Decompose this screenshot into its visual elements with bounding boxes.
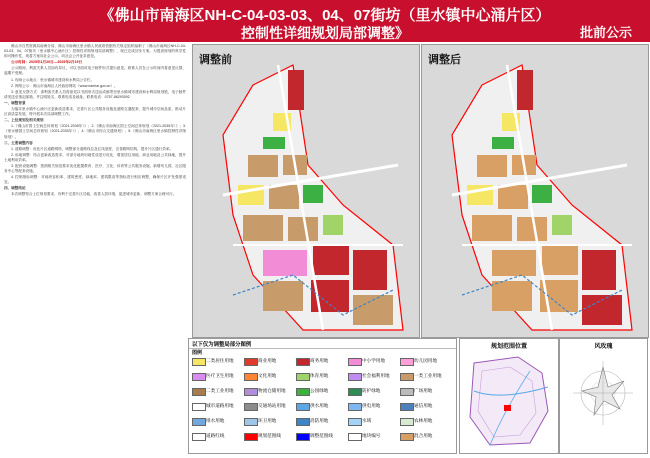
legend-swatch xyxy=(400,403,414,411)
legend-item xyxy=(244,402,294,410)
notice-paragraph: 4. 控制指标调整：对地块容积率、建筑密度、绿地率、建筑限高等指标进行相应调整，确保片区开发强度适宜。 xyxy=(4,175,186,185)
legend-label: 体育用地 xyxy=(310,373,329,378)
legend-item xyxy=(296,402,346,410)
wind-rose-drawing xyxy=(560,351,647,451)
legend-swatch xyxy=(244,403,258,411)
legend-swatch xyxy=(348,388,362,396)
legend-item xyxy=(296,387,346,395)
legend-label: 商业用地 xyxy=(258,358,277,363)
legend-label: 公园绿地 xyxy=(310,388,329,393)
legend-item xyxy=(244,417,294,425)
legend-item xyxy=(400,417,450,425)
legend-label: 防护绿地 xyxy=(362,388,381,393)
legend-swatch xyxy=(192,373,206,381)
notice-paragraph: 三、主要调整内容 xyxy=(4,140,33,145)
legend-swatch xyxy=(296,388,310,396)
map-before-title: 调整前 xyxy=(199,54,232,66)
notice-paragraph: 四、调整结论 xyxy=(4,186,26,191)
legend-item xyxy=(244,357,294,365)
legend-swatch xyxy=(296,403,310,411)
notice-paragraph: 为落实里水镇中心涌片区更新改造要求，完善片区公共服务设施及道路交通配套，提升城市空间品质，推动片区高质量发展，特开展本次局部调整工作。 xyxy=(4,107,186,117)
notice-paragraph: 一、调整背景 xyxy=(4,100,26,105)
legend-section-label: 图例 xyxy=(192,350,203,356)
notice-paragraph: 1.《佛山市国土空间总体规划（2021-2035年）》；2.《佛山市南海区国土空间总体规划（2021-2035年）》；3.《里水镇国土空间总体规划（2021-2035年）》；4.《佛山市综合交通规划》；5.《佛山市南海区里水镇控制性详细规划》。 xyxy=(4,124,186,139)
legend-label: 调整范围线 xyxy=(310,433,333,438)
legend-label: 地块编号 xyxy=(362,433,381,438)
legend-swatch xyxy=(192,388,206,396)
legend-item xyxy=(192,402,242,410)
legend-swatch xyxy=(244,388,258,396)
legend-item xyxy=(244,432,294,440)
title-banner xyxy=(0,0,650,42)
legend-swatch xyxy=(348,418,362,426)
legend-swatch xyxy=(400,373,414,381)
legend-swatch xyxy=(244,418,258,426)
notice-paragraph: 二、上位规划及相关规划 xyxy=(4,118,44,123)
legend-swatch xyxy=(400,388,414,396)
legend-swatch xyxy=(244,433,258,441)
legend-swatch xyxy=(296,433,310,441)
legend-header-label: 以下仅为调整局部分图例 xyxy=(192,342,252,348)
legend-swatch xyxy=(244,373,258,381)
location-map-panel xyxy=(459,338,559,454)
legend-panel xyxy=(188,338,457,454)
legend-label: 一类工业用地 xyxy=(414,373,442,378)
legend-item xyxy=(244,372,294,380)
legend-item xyxy=(348,432,398,440)
legend-item xyxy=(192,432,242,440)
legend-label: 幼儿园用地 xyxy=(414,358,437,363)
legend-label: 供电用地 xyxy=(362,403,381,408)
legend-item xyxy=(348,372,398,380)
notice-paragraph: 1. 现场公示地点：里水镇城市建设和水利局公告栏。 xyxy=(11,77,95,82)
map-panel-after xyxy=(421,44,649,338)
notice-paragraph: 公示时间：2025年1月20日—2025年2月19日 xyxy=(11,60,83,65)
legend-label: 二类工业用地 xyxy=(206,388,234,393)
legend-item xyxy=(244,387,294,395)
legend-swatch xyxy=(296,418,310,426)
notice-paragraph: 佛山市自然资源局南海分局、佛山市南海区里水镇人民政府依据有关规定组织编制了《佛山市南海区NH-C-04-03-03、04、07街坊（里水镇中心涌片区）控制性详细规划局部调整》，现已完成初步方案。为提高规划的科学性和可操作性，现将方案向社会公示，向社会公开征求意见。 xyxy=(4,44,186,59)
legend-item xyxy=(296,372,346,380)
legend-label: 社会福利用地 xyxy=(362,373,390,378)
notice-paragraph: 2. 网络公示：佛山市南海区人民政府网站（www.nanhai.gov.cn）。 xyxy=(11,83,118,88)
legend-header xyxy=(189,339,456,349)
legend-item xyxy=(296,432,346,440)
legend-label: 通信用地 xyxy=(414,403,433,408)
wind-rose-panel xyxy=(559,338,648,454)
notice-paragraph: 1. 道路调整：优化片区道路网络，调整部分道路线位及红线宽度，完善路网结构，提升片区通行效率。 xyxy=(11,146,174,151)
legend-swatch xyxy=(400,358,414,366)
legend-label: 医疗卫生用地 xyxy=(206,373,234,378)
notice-paragraph: 公示期间，利害关系人员如有异议，可以书面或电子邮件形式提出意见。联系人员在公示时间内将意见反馈，逾期不受理。 xyxy=(4,66,186,76)
map-after-drawing xyxy=(422,45,648,337)
legend-item xyxy=(400,402,450,410)
legend-label: 规划范围线 xyxy=(258,433,281,438)
legend-item xyxy=(192,357,242,365)
location-map-drawing xyxy=(460,351,558,451)
notice-paragraph: 2. 用地调整：结合更新改造需求，对部分地块用地性质进行优化，增加居住用地、商业用地及公共绿地，提升土地利用效率。 xyxy=(4,152,186,162)
legend-swatch xyxy=(348,403,362,411)
legend-label: 交通场站用地 xyxy=(258,403,286,408)
legend-item xyxy=(348,402,398,410)
legend-item xyxy=(192,372,242,380)
legend-swatch xyxy=(244,358,258,366)
legend-label: 商务用地 xyxy=(310,358,329,363)
title-line-2: 控制性详细规划局部调整》 xyxy=(241,25,409,41)
legend-label: 二类居住用地 xyxy=(206,358,234,363)
legend-label: 道路红线 xyxy=(206,433,225,438)
legend-swatch xyxy=(192,433,206,441)
map-panel-before xyxy=(192,44,420,338)
legend-label: 排水用地 xyxy=(206,418,225,423)
wind-rose-title: 风玫瑰 xyxy=(594,344,613,350)
legend-swatch xyxy=(348,358,362,366)
map-before-drawing xyxy=(193,45,419,337)
notice-paragraph: 本次调整符合上位规划要求，有利于完善片区功能，改善人居环境，促进城市更新，调整方案合理可行。 xyxy=(11,192,177,197)
legend-label: 文化用地 xyxy=(258,373,277,378)
legend-item xyxy=(192,387,242,395)
legend-swatch xyxy=(296,373,310,381)
legend-item xyxy=(400,387,450,395)
legend-item xyxy=(296,357,346,365)
title-line-1: 《佛山市南海区NH-C-04-03-03、04、07街坊（里水镇中心涌片区） xyxy=(99,7,551,24)
legend-item xyxy=(400,432,450,440)
legend-label: 混合用地 xyxy=(414,433,433,438)
legend-label: 消防用地 xyxy=(310,418,329,423)
legend-swatch xyxy=(192,418,206,426)
legend-swatch xyxy=(400,418,414,426)
legend-label: 中小学用地 xyxy=(362,358,385,363)
legend-item xyxy=(192,417,242,425)
legend-item xyxy=(400,357,450,365)
legend-item xyxy=(400,372,450,380)
legend-item xyxy=(348,387,398,395)
legend-item xyxy=(348,357,398,365)
legend-label: 城市道路用地 xyxy=(206,403,234,408)
legend-swatch xyxy=(192,358,206,366)
legend-swatch xyxy=(296,358,310,366)
map-after-title: 调整后 xyxy=(428,54,461,66)
legend-swatch xyxy=(400,433,414,441)
notice-paragraph: 3. 意见反馈方式：请利害关系人员将意见以书面形式送达或邮寄至里水镇城市建设和水利局规划股，电子邮件请发送至指定邮箱，并注明姓名、联系电话及地址。联系电话：0757-86293092 xyxy=(4,89,186,99)
location-map-title: 规划范围位置 xyxy=(490,344,527,350)
legend-label: 广场用地 xyxy=(414,388,433,393)
status-badge: 批前公示 xyxy=(579,25,632,40)
legend-label: 水域 xyxy=(362,418,372,423)
legend-swatch xyxy=(192,403,206,411)
notice-paragraph: 3. 配套设施调整：按照相关规范要求优化配置教育、医疗、文化、体育等公共服务设施，新增幼儿园、社区服务中心等配套设施。 xyxy=(4,163,186,174)
legend-swatch xyxy=(348,373,362,381)
legend-item xyxy=(296,417,346,425)
legend-label: 农林用地 xyxy=(414,418,433,423)
notice-text-column xyxy=(4,44,186,454)
legend-label: 环卫用地 xyxy=(258,418,277,423)
legend-swatch xyxy=(348,433,362,441)
legend-label: 供水用地 xyxy=(310,403,329,408)
legend-item xyxy=(348,417,398,425)
legend-label: 物流仓储用地 xyxy=(258,388,286,393)
